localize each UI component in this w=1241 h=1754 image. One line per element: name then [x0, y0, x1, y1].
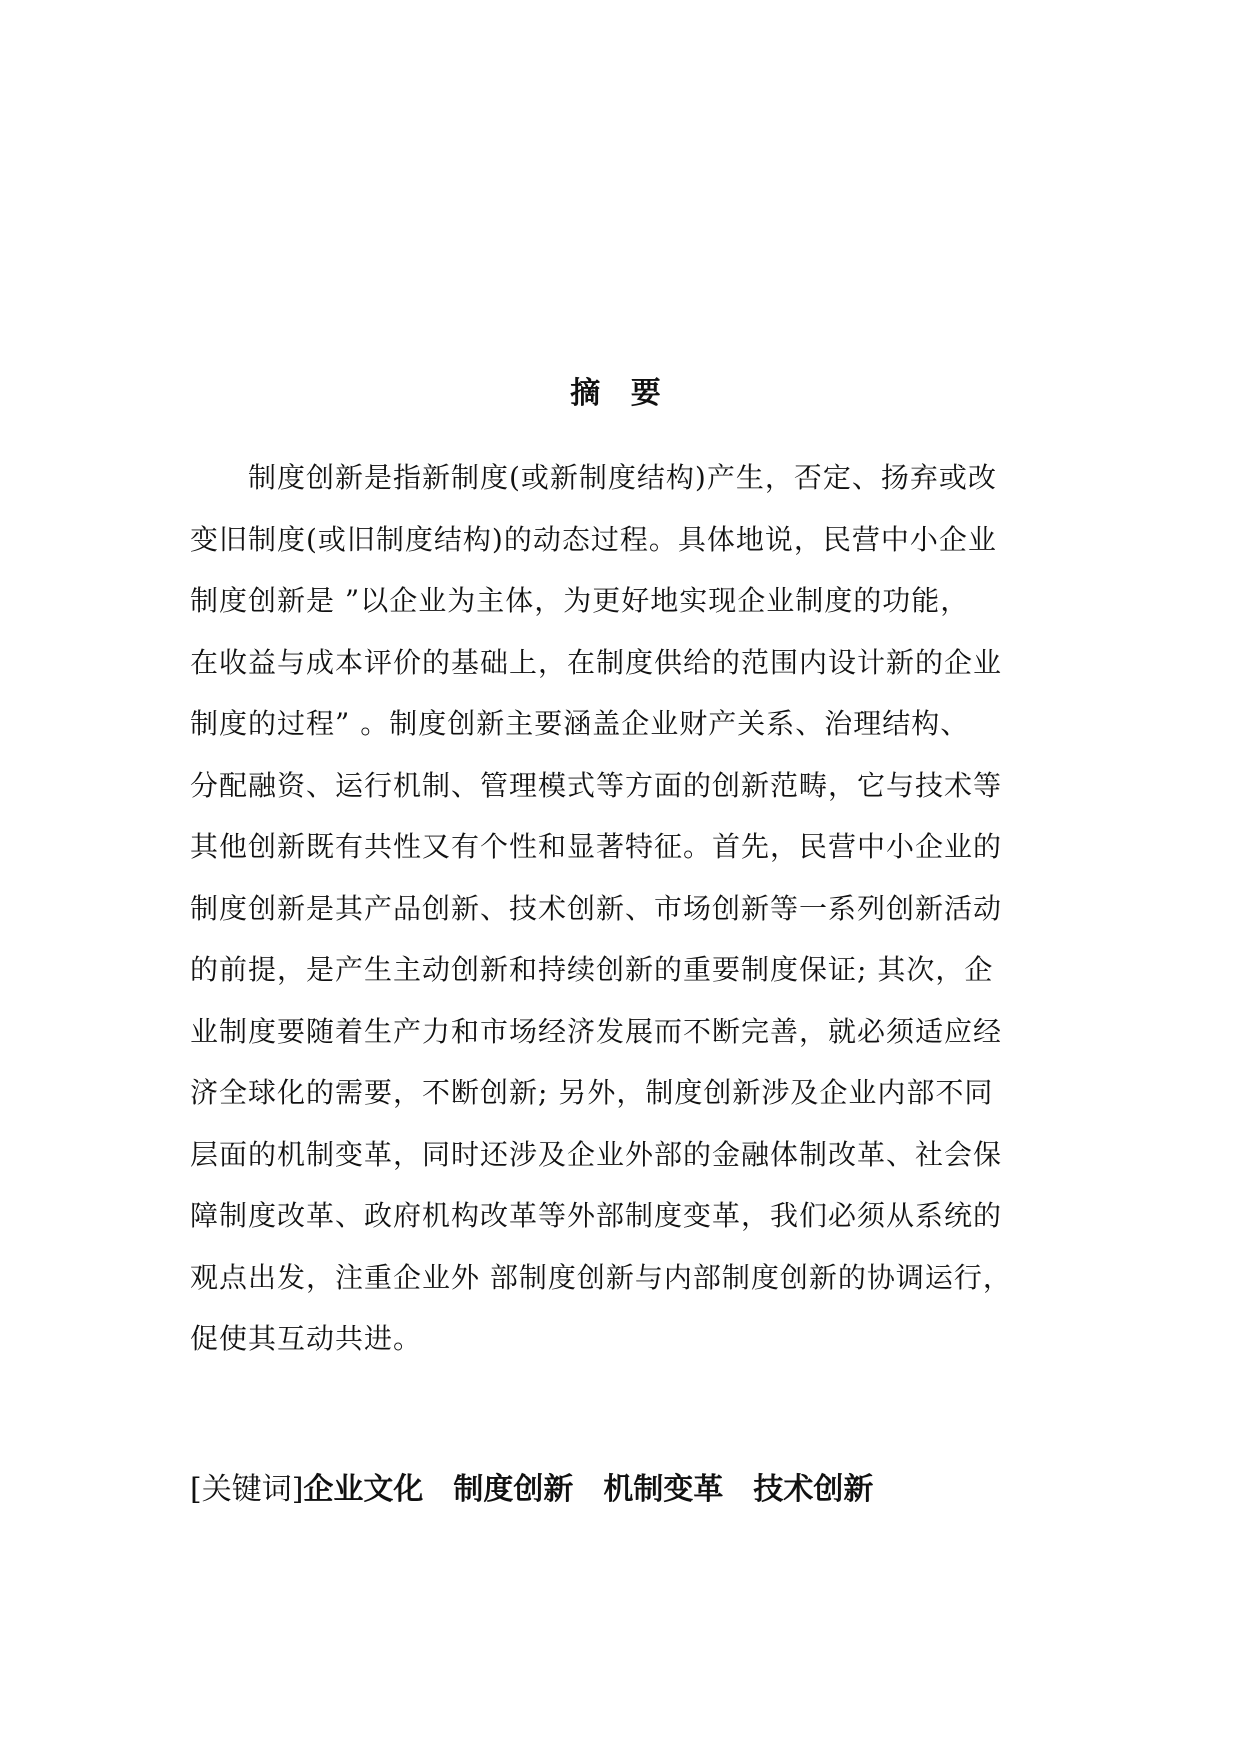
abstract-line: 其他创新既有共性又有个性和显著特征。首先，民营中小企业的 [190, 830, 1003, 863]
keyword-term: 制度创新 [453, 1472, 574, 1507]
keyword-term: 技术创新 [753, 1472, 874, 1507]
abstract-line: 的前提，是产生主动创新和持续创新的重要制度保证; 其次，企 [190, 953, 994, 986]
abstract-line: 观点出发，注重企业外 部制度创新与内部制度创新的协调运行， [190, 1260, 1012, 1294]
keyword-term: 机制变革 [603, 1472, 724, 1507]
abstract-line: 障制度改革、政府机构改革等外部制度变革，我们必须从系统的 [190, 1199, 1003, 1232]
keywords-line [190, 1468, 1050, 1512]
abstract-line: 制度创新是指新制度(或新制度结构)产生，否定、扬弃或改 [248, 461, 997, 494]
abstract-line: 层面的机制变革，同时还涉及企业外部的金融体制改革、社会保 [190, 1137, 1003, 1171]
abstract-line: 变旧制度(或旧制度结构)的动态过程。具体地说，民营中小企业 [190, 522, 997, 556]
page-title: 摘 要 [570, 376, 671, 411]
abstract-line: 分配融资、运行机制、管理模式等方面的创新范畴，它与技术等 [190, 768, 1003, 802]
abstract-line: 业制度要随着生产力和市场经济发展而不断完善，就必须适应经 [190, 1014, 1003, 1048]
abstract-line: 促使其互动共进。 [190, 1322, 423, 1355]
abstract-body [190, 447, 1050, 1370]
keyword-term: 企业文化 [303, 1472, 424, 1507]
abstract-line: 在收益与成本评价的基础上，在制度供给的范围内设计新的企业 [190, 645, 1003, 679]
abstract-line: 制度创新是 ”以企业为主体，为更好地实现企业制度的功能， [190, 584, 970, 617]
abstract-line: 制度的过程” 。制度创新主要涵盖企业财产关系、治理结构、 [190, 707, 970, 740]
abstract-line: 济全球化的需要，不断创新; 另外，制度创新涉及企业内部不同 [190, 1076, 994, 1109]
abstract-line: 制度创新是其产品创新、技术创新、市场创新等一系列创新活动 [190, 891, 1003, 925]
keywords-label: [关键词] [190, 1472, 304, 1507]
